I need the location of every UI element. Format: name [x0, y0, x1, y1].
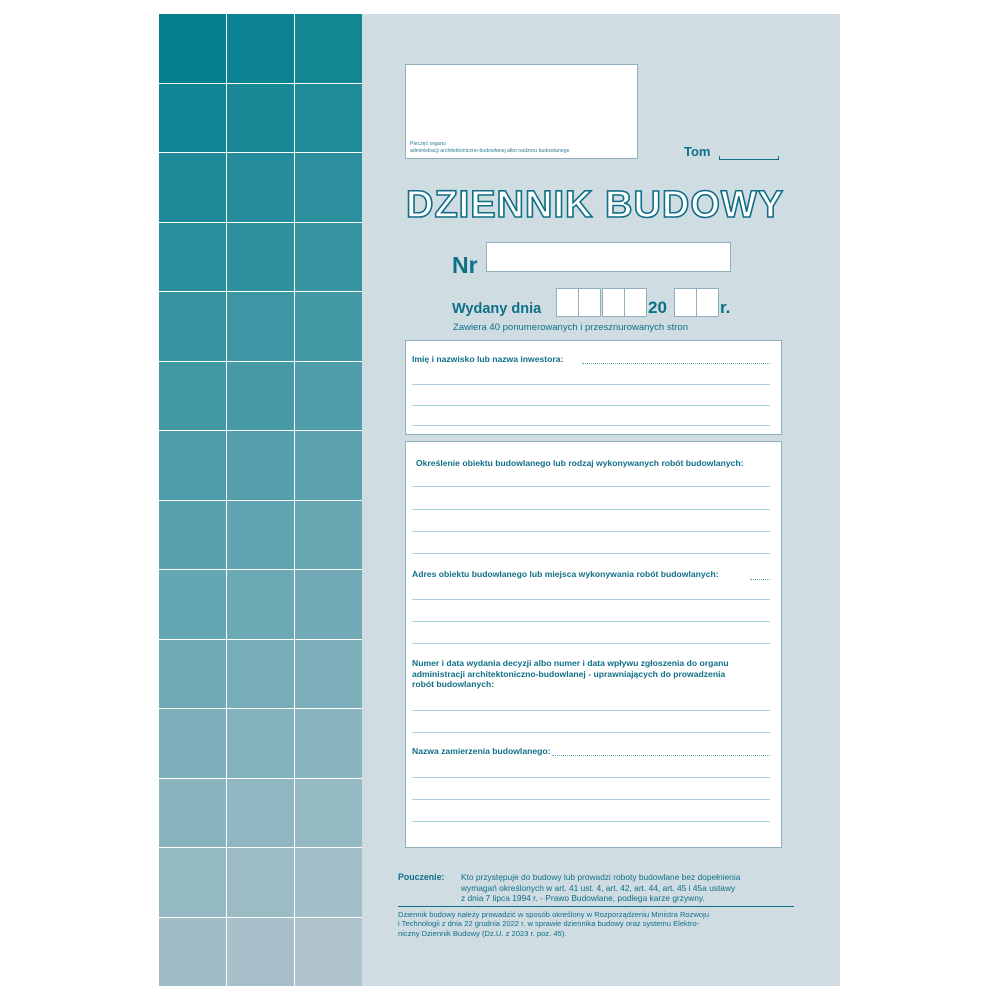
grid-tile	[159, 84, 226, 153]
grid-tile	[295, 431, 362, 500]
stamp-caption-line2: administracji architektoniczno-budowlanej albo nadzoru budowlanego	[410, 147, 570, 154]
investor-label: Imię i nazwisko lub nazwa inwestora:	[412, 354, 564, 364]
grid-tile	[295, 223, 362, 292]
grid-tile	[159, 918, 226, 987]
object-line[interactable]	[412, 486, 770, 487]
grid-tile	[227, 501, 294, 570]
nr-label: Nr	[452, 252, 478, 278]
grid-tile	[159, 848, 226, 917]
grid-tile	[295, 501, 362, 570]
grid-tile	[295, 779, 362, 848]
grid-tile	[227, 570, 294, 639]
investor-line[interactable]	[412, 425, 770, 426]
grid-tile	[295, 640, 362, 709]
cover	[159, 14, 840, 986]
grid-tile	[227, 362, 294, 431]
decorative-tile-grid	[159, 14, 362, 986]
project-line[interactable]	[412, 821, 770, 822]
regulation-footnote	[398, 910, 788, 938]
grid-tile	[159, 362, 226, 431]
object-label: Określenie obiektu budowlanego lub rodzaj wykonywanych robót budowlanych:	[416, 458, 744, 468]
notice-label: Pouczenie:	[398, 872, 445, 882]
issued-year-suffix: r.	[720, 298, 731, 317]
grid-tile	[159, 501, 226, 570]
address-label: Adres obiektu budowlanego lub miejsca wykonywania robót budowlanych:	[412, 569, 719, 579]
grid-tile	[227, 848, 294, 917]
grid-tile	[159, 709, 226, 778]
investor-box	[405, 340, 782, 435]
divider	[398, 906, 794, 907]
notice-line1: Kto przystępuje do budowy lub prowadzi roboty budowlane bez dopełnienia	[461, 872, 741, 882]
grid-tile	[159, 223, 226, 292]
grid-tile	[159, 570, 226, 639]
grid-tile	[295, 153, 362, 222]
grid-tile	[227, 779, 294, 848]
tom-label: Tom	[684, 144, 711, 159]
address-line[interactable]	[412, 643, 770, 644]
footnote-line2: i Technologii z dnia 22 grudnia 2022 r. w sprawie dziennika budowy oraz systemu Elektro-	[398, 919, 700, 929]
notice-line3: z dnia 7 lipca 1994 r. - Prawo Budowlane, podlega karze grzywny.	[461, 893, 705, 904]
grid-tile	[227, 153, 294, 222]
grid-tile	[295, 362, 362, 431]
grid-tile	[295, 848, 362, 917]
tom-field[interactable]	[719, 156, 779, 160]
grid-tile	[159, 153, 226, 222]
grid-tile	[227, 431, 294, 500]
project-line[interactable]	[412, 799, 770, 800]
grid-tile	[159, 292, 226, 361]
grid-tile	[227, 918, 294, 987]
address-line[interactable]	[412, 599, 770, 600]
decision-label	[412, 658, 729, 690]
issued-day-digit-1[interactable]	[556, 288, 579, 317]
issued-month-digit-2[interactable]	[624, 288, 647, 317]
grid-tile	[159, 431, 226, 500]
footnote-line3: niczny Dziennik Budowy (Dz.U. z 2023 r. poz. 45).	[398, 928, 567, 938]
grid-tile	[295, 292, 362, 361]
page-title: DZIENNIK BUDOWY	[406, 184, 785, 226]
cover-panel	[362, 14, 840, 986]
grid-tile	[227, 14, 294, 83]
investor-line[interactable]	[412, 405, 770, 406]
grid-tile	[295, 84, 362, 153]
decision-label-line2: administracji architektoniczno-budowlanej - uprawniających do prowadzenia	[412, 668, 726, 679]
issued-day-digit-2[interactable]	[578, 288, 601, 317]
stamp-caption	[410, 141, 569, 154]
object-line[interactable]	[412, 531, 770, 532]
object-line[interactable]	[412, 553, 770, 554]
address-dotted-line[interactable]	[750, 579, 770, 580]
address-line[interactable]	[412, 621, 770, 622]
pages-note: Zawiera 40 ponumerowanych i przesznurowanych stron	[453, 322, 688, 333]
grid-tile	[295, 918, 362, 987]
grid-tile	[295, 14, 362, 83]
stamp-caption-line1: Pieczęć organu	[410, 141, 446, 147]
issued-label: Wydany dnia	[452, 301, 542, 317]
grid-tile	[159, 14, 226, 83]
grid-tile	[295, 570, 362, 639]
issued-year-digit-1[interactable]	[674, 288, 697, 317]
grid-tile	[227, 709, 294, 778]
grid-tile	[227, 292, 294, 361]
decision-label-line3: robót budowlanych:	[412, 679, 495, 689]
stamp-box	[405, 64, 638, 159]
decision-label-line1: Numer i data wydania decyzji albo numer i data wpływu zgłoszenia do organu	[412, 658, 729, 668]
grid-tile	[159, 779, 226, 848]
issued-month-digit-1[interactable]	[602, 288, 625, 317]
decision-line[interactable]	[412, 710, 770, 711]
issued-year-digit-2[interactable]	[696, 288, 719, 317]
project-label: Nazwa zamierzenia budowlanego:	[412, 746, 551, 756]
grid-tile	[227, 223, 294, 292]
decision-line[interactable]	[412, 732, 770, 733]
grid-tile	[227, 84, 294, 153]
nr-field[interactable]	[486, 242, 731, 272]
project-line[interactable]	[412, 777, 770, 778]
grid-tile	[295, 709, 362, 778]
grid-tile	[159, 640, 226, 709]
object-line[interactable]	[412, 509, 770, 510]
details-box	[405, 441, 782, 848]
issued-year-prefix: 20	[648, 298, 667, 317]
notice-text	[461, 872, 781, 904]
investor-dotted-line[interactable]	[582, 363, 770, 364]
footnote-line1: Dziennik budowy należy prowadzić w sposób określony w Rozporządzeniu Ministra Rozwoju	[398, 910, 710, 919]
investor-line[interactable]	[412, 384, 770, 385]
grid-tile	[227, 640, 294, 709]
notice-line2: wymagań określonych w art. 41 ust. 4, art. 42, art. 44, art. 45 i 45a ustawy	[461, 882, 736, 893]
project-dotted-line[interactable]	[552, 755, 770, 756]
